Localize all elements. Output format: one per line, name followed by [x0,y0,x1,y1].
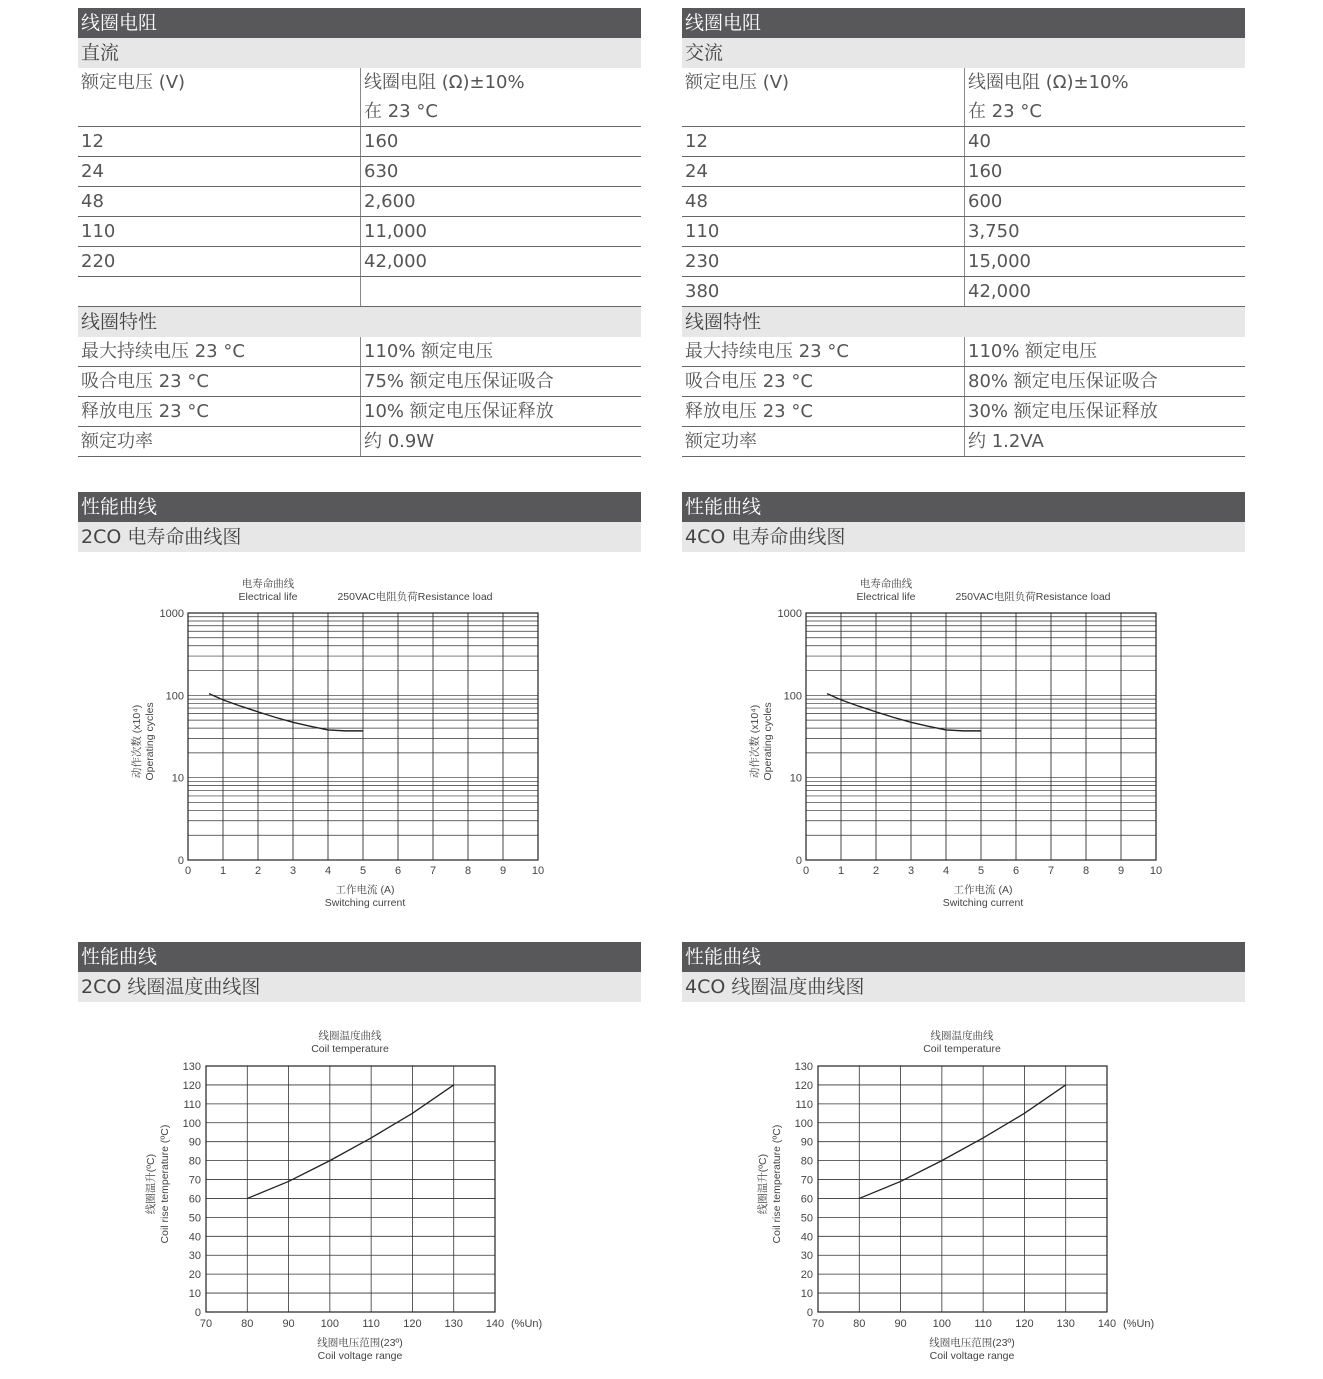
y-tick-label: 1000 [159,608,184,620]
table-row: 最大持续电压 23 °C 110% 额定电压 [78,337,641,367]
coil-temperature-chart-4co [752,1022,1172,1367]
x-axis-label-en: Coil voltage range [317,1350,403,1362]
chart-annotation: 250VAC电阻负荷Resistance load [955,591,1111,603]
dc-coil-section [78,8,641,457]
chart-title-cn: 电寿命曲线 [859,578,913,590]
x-axis-label-cn: 线圈电压范围(23º) [929,1337,1015,1349]
section-subtitle: 4CO 电寿命曲线图 [682,522,1245,552]
dc-resistance-table [78,68,641,307]
chart-title-cn: 线圈温度曲线 [318,1030,382,1042]
section-title: 性能曲线 [682,942,1245,972]
y-axis-label-en: Operating cycles [762,702,774,781]
y-tick-label: 40 [800,1231,813,1244]
y-tick-label: 120 [182,1079,201,1092]
x-tick-label: 5 [359,865,367,877]
y-tick-label: 70 [800,1174,813,1187]
y-axis-label-en: Coil rise temperature (ºC) [159,1124,171,1244]
section-subtitle: 2CO 电寿命曲线图 [78,522,641,552]
chart-title-en: Coil temperature [923,1043,1001,1055]
y-tick-label: 90 [800,1136,813,1149]
table-row [78,277,641,307]
y-tick-label: 70 [188,1174,201,1187]
y-tick-label: 110 [795,1098,813,1111]
section-title: 性能曲线 [78,942,641,972]
table-row: 吸合电压 23 °C 80% 额定电压保证吸合 [682,367,1245,397]
y-axis-label-cn: 动作次数 (x10⁴) [749,704,761,779]
table-row: 110 3,750 [682,217,1245,247]
y-tick-label: 0 [194,1307,201,1319]
y-tick-label: 30 [188,1250,201,1263]
table-row: 230 15,000 [682,247,1245,277]
chart-title-en: Electrical life [238,591,298,603]
dc-resistance-header-sub: 在 23 °C [361,97,642,127]
x-tick-label: 110 [974,1318,992,1330]
y-tick-label: 50 [188,1212,201,1225]
x-tick-label: 120 [403,1318,422,1330]
x-tick-label: 110 [362,1318,380,1330]
y-tick-label: 100 [165,690,184,703]
x-tick-label: 130 [444,1318,463,1330]
x-tick-label: 100 [320,1318,340,1330]
table-row: 额定功率 约 0.9W [78,427,641,457]
section-title: 性能曲线 [78,492,641,522]
x-tick-label: 140 [1097,1318,1117,1330]
dc-subtitle: 直流 [78,38,641,68]
y-tick-label: 0 [177,855,184,867]
x-tick-label: 4 [942,865,950,877]
x-tick-label: 1 [219,865,227,877]
x-tick-label: 130 [1056,1318,1075,1330]
table-row: 110 11,000 [78,217,641,247]
y-tick-label: 30 [800,1250,813,1263]
y-tick-label: 130 [182,1061,201,1073]
ac-subtitle: 交流 [682,38,1245,68]
x-tick-label: 6 [1012,865,1020,877]
table-row: 48 600 [682,187,1245,217]
x-tick-label: 0 [802,865,810,877]
x-tick-label: 140 [485,1318,505,1330]
section-title: 性能曲线 [682,492,1245,522]
y-tick-label: 120 [794,1079,813,1092]
x-tick-label: 120 [1015,1318,1034,1330]
table-row: 12 40 [682,127,1245,157]
y-axis-label-en: Coil rise temperature (ºC) [771,1124,783,1244]
y-axis-label-cn: 线圈温升(ºC) [145,1153,157,1215]
life-4co-header [682,492,1245,552]
ac-resistance-table [682,68,1245,307]
x-tick-label: 1 [837,865,845,877]
x-tick-label: 80 [241,1318,254,1330]
x-tick-label: 100 [932,1318,952,1330]
table-row: 12 160 [78,127,641,157]
y-tick-label: 20 [188,1269,201,1282]
x-tick-label: 2 [872,865,880,877]
x-tick-label: 9 [1117,865,1125,877]
x-axis-label-en: Switching current [942,897,1024,909]
y-tick-label: 1000 [777,608,802,620]
x-tick-label: 5 [977,865,985,877]
chart-title-en: Coil temperature [311,1043,389,1055]
x-axis-label-cn: 线圈电压范围(23º) [317,1337,403,1349]
x-tick-label: 70 [811,1318,825,1330]
table-row: 释放电压 23 °C 10% 额定电压保证释放 [78,397,641,427]
x-tick-label: 90 [282,1318,295,1330]
dc-coil-resistance-title: 线圈电阻 [78,8,641,38]
y-tick-label: 10 [789,772,802,785]
ac-characteristics-table [682,337,1245,457]
coil-temperature-chart-2co [140,1022,560,1367]
y-tick-label: 0 [795,855,802,867]
table-row: 48 2,600 [78,187,641,217]
y-tick-label: 60 [800,1193,813,1206]
x-axis-label-en: Coil voltage range [929,1350,1015,1362]
y-axis-label-cn: 动作次数 (x10⁴) [131,704,143,779]
x-tick-label: 4 [324,865,332,877]
y-tick-label: 80 [188,1155,201,1168]
x-tick-label: 10 [1149,865,1163,877]
y-axis-label-cn: 线圈温升(ºC) [757,1153,769,1215]
ac-coil-resistance-title: 线圈电阻 [682,8,1245,38]
ac-resistance-header: 线圈电阻 (Ω)±10% [965,68,1246,97]
y-tick-label: 60 [188,1193,201,1206]
table-row: 吸合电压 23 °C 75% 额定电压保证吸合 [78,367,641,397]
dc-coil-characteristics-title: 线圈特性 [78,307,641,337]
ac-resistance-header-sub: 在 23 °C [965,97,1246,127]
table-row: 释放电压 23 °C 30% 额定电压保证释放 [682,397,1245,427]
section-subtitle: 2CO 线圈温度曲线图 [78,972,641,1002]
x-tick-label: 2 [254,865,262,877]
x-tick-label: 8 [1082,865,1090,877]
y-tick-label: 100 [794,1117,813,1130]
y-tick-label: 100 [182,1117,201,1130]
y-tick-label: 10 [188,1288,201,1301]
electrical-life-chart-2co [110,570,570,915]
table-row: 380 42,000 [682,277,1245,307]
dc-resistance-header: 线圈电阻 (Ω)±10% [361,68,642,97]
table-row: 额定功率 约 1.2VA [682,427,1245,457]
life-2co-header [78,492,641,552]
x-axis-label-cn: 工作电流 (A) [953,884,1013,896]
x-tick-label: 6 [394,865,402,877]
x-axis-label-cn: 工作电流 (A) [335,884,395,896]
x-tick-label: 8 [464,865,472,877]
x-axis-label-en: Switching current [324,897,406,909]
y-tick-label: 130 [794,1061,813,1073]
plot-frame [818,1066,1107,1312]
section-subtitle: 4CO 线圈温度曲线图 [682,972,1245,1002]
x-tick-label: 10 [531,865,545,877]
y-tick-label: 40 [188,1231,201,1244]
x-unit-label: (%Un) [511,1318,543,1330]
y-tick-label: 20 [800,1269,813,1282]
plot-frame [206,1066,495,1312]
x-tick-label: 7 [429,865,437,877]
ac-voltage-header: 额定电压 (V) [685,72,790,93]
y-tick-label: 100 [783,690,802,703]
x-tick-label: 70 [199,1318,213,1330]
y-tick-label: 10 [800,1288,813,1301]
chart-title-cn: 线圈温度曲线 [930,1030,994,1042]
table-row: 24 630 [78,157,641,187]
ac-coil-characteristics-title: 线圈特性 [682,307,1245,337]
x-tick-label: 9 [499,865,507,877]
y-tick-label: 10 [171,772,184,785]
y-tick-label: 90 [188,1136,201,1149]
y-tick-label: 0 [806,1307,813,1319]
dc-voltage-header: 额定电压 (V) [81,72,186,93]
table-row: 最大持续电压 23 °C 110% 额定电压 [682,337,1245,367]
y-tick-label: 50 [800,1212,813,1225]
table-row: 24 160 [682,157,1245,187]
electrical-life-chart-4co [728,570,1188,915]
y-axis-label-en: Operating cycles [144,702,156,781]
temp-2co-header [78,942,641,1002]
x-tick-label: 80 [853,1318,866,1330]
temp-4co-header [682,942,1245,1002]
dc-characteristics-table [78,337,641,457]
x-tick-label: 3 [907,865,915,877]
y-tick-label: 80 [800,1155,813,1168]
x-tick-label: 7 [1047,865,1055,877]
table-row: 220 42,000 [78,247,641,277]
x-tick-label: 90 [894,1318,907,1330]
chart-annotation: 250VAC电阻负荷Resistance load [337,591,493,603]
ac-coil-section [682,8,1245,457]
x-tick-label: 0 [184,865,192,877]
y-tick-label: 110 [183,1098,201,1111]
chart-title-en: Electrical life [856,591,916,603]
chart-title-cn: 电寿命曲线 [241,578,295,590]
x-unit-label: (%Un) [1123,1318,1155,1330]
x-tick-label: 3 [289,865,297,877]
